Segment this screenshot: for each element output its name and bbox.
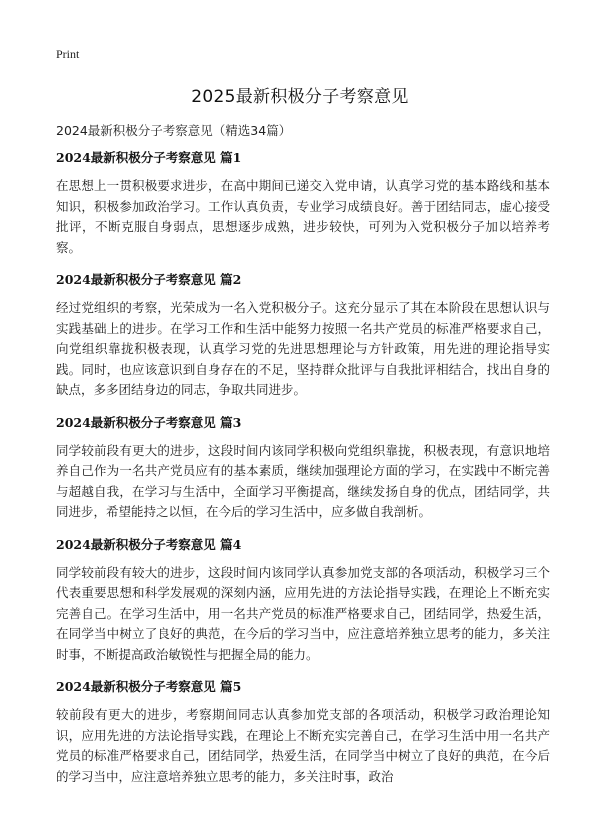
section-heading: 2024最新积极分子考察意见 篇4 — [56, 536, 242, 552]
article-content — [56, 150, 550, 801]
section-1 — [56, 150, 550, 258]
section-paragraph: 同学较前段有更大的进步，这段时间内该同学积极向党组织靠拢，积极表现，有意识地培养自己作为一名共产党员应有的基本素质，继续加强理论方面的学习，在实践中不断完善与超越自我，在学习与生活中，全面学习平衡提高，继续发扬自身的优点，团结同学，共同进步，希望能持之以恒，在今后的学习生活中，应多做自我剖析。 — [56, 442, 550, 519]
section-heading: 2024最新积极分子考察意见 篇3 — [56, 414, 242, 430]
section-heading: 2024最新积极分子考察意见 篇1 — [56, 150, 242, 165]
section-heading: 2024最新积极分子考察意见 篇2 — [56, 272, 242, 287]
document-subtitle: 2024最新积极分子考察意见（精选34篇） — [56, 123, 292, 138]
section-heading: 2024最新积极分子考察意见 篇5 — [56, 679, 242, 694]
section-5 — [56, 679, 550, 787]
section-paragraph: 经过党组织的考察，光荣成为一名入党积极分子。这充分显示了其在本阶段在思想认识与实践基础上的进步。在学习工作和生活中能努力按照一名共产党员的标准严格要求自己，向党组织靠拢积极表现，认真学习党的先进思想理论与方针政策，用先进的理论指导实践。同时，也应该意识到自身存在的不足，坚持群众批评与自我批评相结合，找出自身的缺点，多多团结身边的同志，争取共同进步。 — [56, 300, 550, 397]
document-title: 2025最新积极分子考察意见 — [191, 87, 409, 107]
section-4 — [56, 537, 550, 666]
section-3 — [56, 415, 550, 523]
section-paragraph: 同学较前段有较大的进步，这段时间内该同学认真参加党支部的各项活动，积极学习三个代表重要思想和科学发展观的深刻内涵，应用先进的方法论指导实践，在理论上不断充实完善自己。在学习生活中，用一名共产党员的标准严格要求自己，团结同学，热爱生活，在同学当中树立了良好的典范，在今后的学习当中，应注意培养独立思考的能力，多关注时事，不断提高政治敏锐性与把握全局的能力。 — [56, 564, 550, 662]
section-paragraph: 在思想上一贯积极要求进步，在高中期间已递交入党申请，认真学习党的基本路线和基本知识，积极参加政治学习。工作认真负责，专业学习成绩良好。善于团结同志，虚心接受批评，不断克服自身弱点，思想逐步成熟，进步较快，可列为入党积极分子加以培养考察。 — [56, 178, 550, 255]
section-paragraph: 较前段有更大的进步，考察期间同志认真参加党支部的各项活动，积极学习政治理论知识，应用先进的方法论指导实践，在理论上不断充实完善自己，在学习生活中用一名共产党员的标准严格要求自己，团结同学，热爱生活，在同学当中树立了良好的典范，在今后的学习当中，应注意培养独立思考的能力，多关注时事，政治 — [56, 707, 550, 784]
print-link[interactable]: Print — [56, 47, 80, 61]
section-2 — [56, 272, 550, 401]
